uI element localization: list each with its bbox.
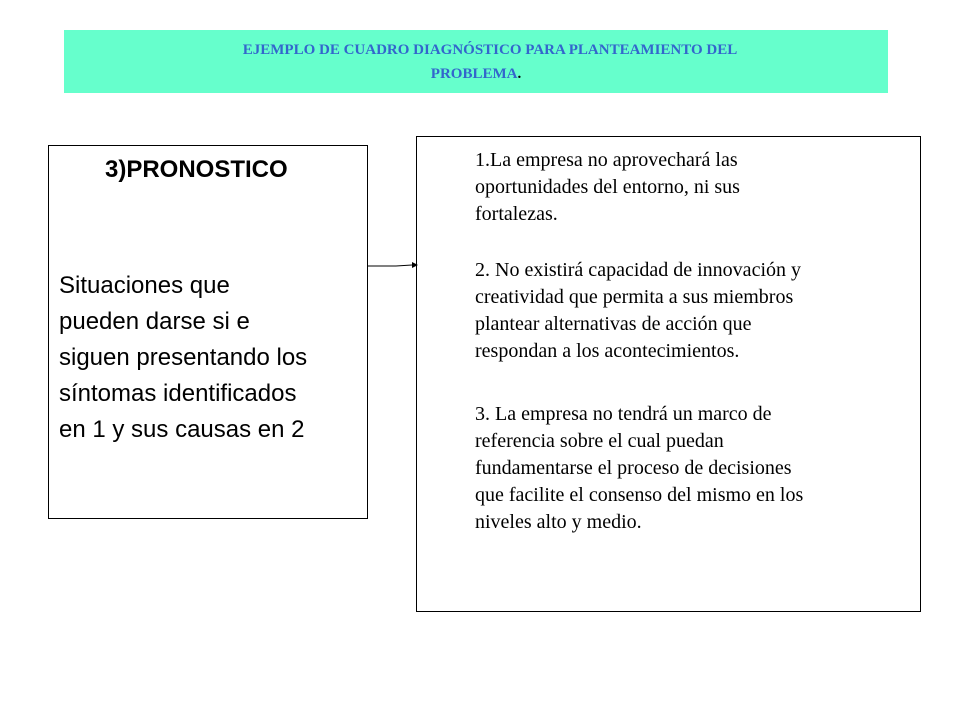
consequence-line: fundamentarse el proceso de decisiones — [475, 457, 792, 479]
prognosis-line: en 1 y sus causas en 2 — [59, 416, 305, 443]
consequence-line: que facilite el consenso del mismo en los — [475, 484, 804, 506]
consequence-line: 2. No existirá capacidad de innovación y — [475, 259, 801, 281]
title-line-2 — [64, 66, 888, 83]
title-period: . — [517, 66, 522, 82]
connector-arrow-icon — [368, 258, 420, 270]
consequence-line: 1.La empresa no aprovechará las — [475, 149, 738, 171]
consequence-item-3 — [475, 401, 921, 536]
consequence-line: respondan a los acontecimientos. — [475, 340, 740, 362]
prognosis-consequences-box — [416, 136, 921, 612]
consequence-line: creatividad que permita a sus miembros — [475, 286, 794, 308]
consequence-line: oportunidades del entorno, ni sus — [475, 176, 740, 198]
consequence-line: referencia sobre el cual puedan — [475, 430, 724, 452]
prognosis-box — [48, 145, 368, 519]
title-banner — [64, 30, 888, 93]
consequence-line: fortalezas. — [475, 203, 558, 225]
consequence-line: plantear alternativas de acción que — [475, 313, 752, 335]
title-line-1: EJEMPLO DE CUADRO DIAGNÓSTICO PARA PLANTEAMIENTO DEL — [242, 42, 738, 58]
prognosis-line: síntomas identificados — [59, 380, 297, 407]
prognosis-heading: 3)PRONOSTICO — [105, 156, 288, 183]
consequence-item-2 — [475, 257, 921, 365]
prognosis-description — [59, 268, 365, 448]
consequence-line: niveles alto y medio. — [475, 511, 642, 533]
title-line-2-text: PROBLEMA — [430, 66, 518, 82]
prognosis-line: Situaciones que — [59, 272, 230, 299]
consequence-line: 3. La empresa no tendrá un marco de — [475, 403, 772, 425]
prognosis-line: pueden darse si e — [59, 308, 250, 335]
consequence-item-1 — [475, 147, 921, 228]
prognosis-line: siguen presentando los — [59, 344, 308, 371]
